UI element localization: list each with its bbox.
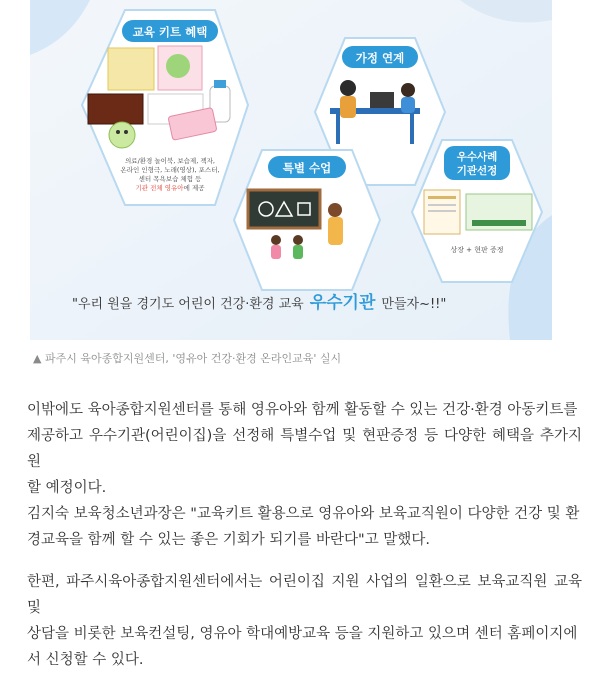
- family-desk-leg-right: [410, 114, 414, 144]
- certificate-line-2: [428, 204, 456, 206]
- paragraph-2-line-1: 김지숙 보육청소년과장은 "교육키트 활용으로 영유아와 보육교직원이 다양한 건강 및 환: [27, 506, 580, 522]
- family-desk-leg-left: [336, 114, 340, 144]
- hex-kit-title: 교육 키트 혜택: [132, 25, 208, 39]
- paragraph-3: [27, 569, 582, 673]
- kit-mascot-eye-right: [124, 130, 128, 134]
- hex-family-title: 가정 연계: [355, 51, 405, 65]
- paragraph-2: [27, 501, 582, 553]
- hex-best-title-line2: 기관선정: [456, 165, 498, 177]
- hex-kit-desc-line-2: 온라인 인형극, 노래(영상), 포스터,: [120, 166, 220, 174]
- slogan-tail: 만들자~!!": [381, 297, 447, 312]
- paragraph-3-line-2: 상담을 비롯한 보육컨설팅, 영유아 학대예방교육 등을 지원하고 있으며 센터 홈페이지에: [27, 626, 578, 642]
- special-child-2-head: [293, 235, 303, 245]
- kit-lotion-cap: [214, 80, 226, 88]
- family-parent-body: [340, 96, 356, 118]
- paragraph-2-line-2: 경교육을 함께 할 수 있는 좋은 기회가 되기를 바란다"고 말했다.: [27, 532, 430, 548]
- certificate-line-1: [428, 196, 456, 199]
- certificate-line-3: [428, 210, 456, 212]
- figure-caption: ▲ 파주시 육아종합지원센터, '영유아 건강·환경 온라인교육' 실시: [33, 352, 342, 365]
- special-child-2-body: [293, 245, 303, 259]
- kit-mascot: [109, 122, 135, 148]
- family-parent-head: [340, 80, 356, 96]
- slogan-main: "우리 원을 경기도 어린이 건강·환경 교육: [72, 297, 304, 312]
- infographic-figure: [30, 0, 552, 340]
- hex-kit-desc-line-4: [136, 183, 206, 192]
- kit-video-panel: [88, 94, 143, 124]
- hex-best-caption: 상장 + 현판 증정: [450, 246, 504, 254]
- paragraph-1-line-3: 할 예정이다.: [27, 480, 107, 496]
- family-child-head: [401, 83, 415, 97]
- paragraph-3-line-1: 한편, 파주시육아종합지원센터에서는 어린이집 지원 사업의 일환으로 보육교직원 교육 및: [27, 574, 582, 616]
- hex-special-title: 특별 수업: [282, 161, 332, 175]
- paragraph-3-line-3: 서 신청할 수 있다.: [27, 652, 144, 668]
- family-child-body: [401, 97, 415, 113]
- special-child-1-body: [271, 245, 281, 259]
- special-teacher-head: [328, 203, 342, 217]
- paragraph-1: [27, 397, 582, 501]
- special-child-1-head: [271, 235, 281, 245]
- hex-kit-desc-line-3: 센터 목욕보습 체험 등: [138, 175, 202, 183]
- paragraph-1-line-2: 제공하고 우수기관(어린이집)을 선정해 특별수업 및 현판증정 등 다양한 혜택을 추가지원: [27, 428, 582, 470]
- hex-kit-desc-highlight: 기관 전체 영유아: [135, 184, 184, 192]
- kit-mascot-eye-left: [116, 130, 120, 134]
- slogan-highlight: 우수기관: [309, 293, 376, 313]
- hex-kit-desc-line-1: 의료/환경 놀이북, 보습제, 젝자,: [125, 157, 215, 165]
- paragraph-1-line-1: 이밖에도 육아종합지원센터를 통해 영유아와 함께 활동할 수 있는 건강·환경 아동키트를: [27, 402, 578, 418]
- hex-best-title-line1: 우수사례: [456, 151, 498, 163]
- hex-kit-desc-tail: 에 제공: [183, 184, 205, 192]
- plaque-nameplate: [472, 220, 526, 226]
- infographic-svg: [30, 0, 552, 340]
- family-laptop: [370, 92, 394, 108]
- kit-character-face: [166, 54, 190, 78]
- kit-playbook: [108, 48, 154, 90]
- special-teacher-body: [328, 217, 343, 245]
